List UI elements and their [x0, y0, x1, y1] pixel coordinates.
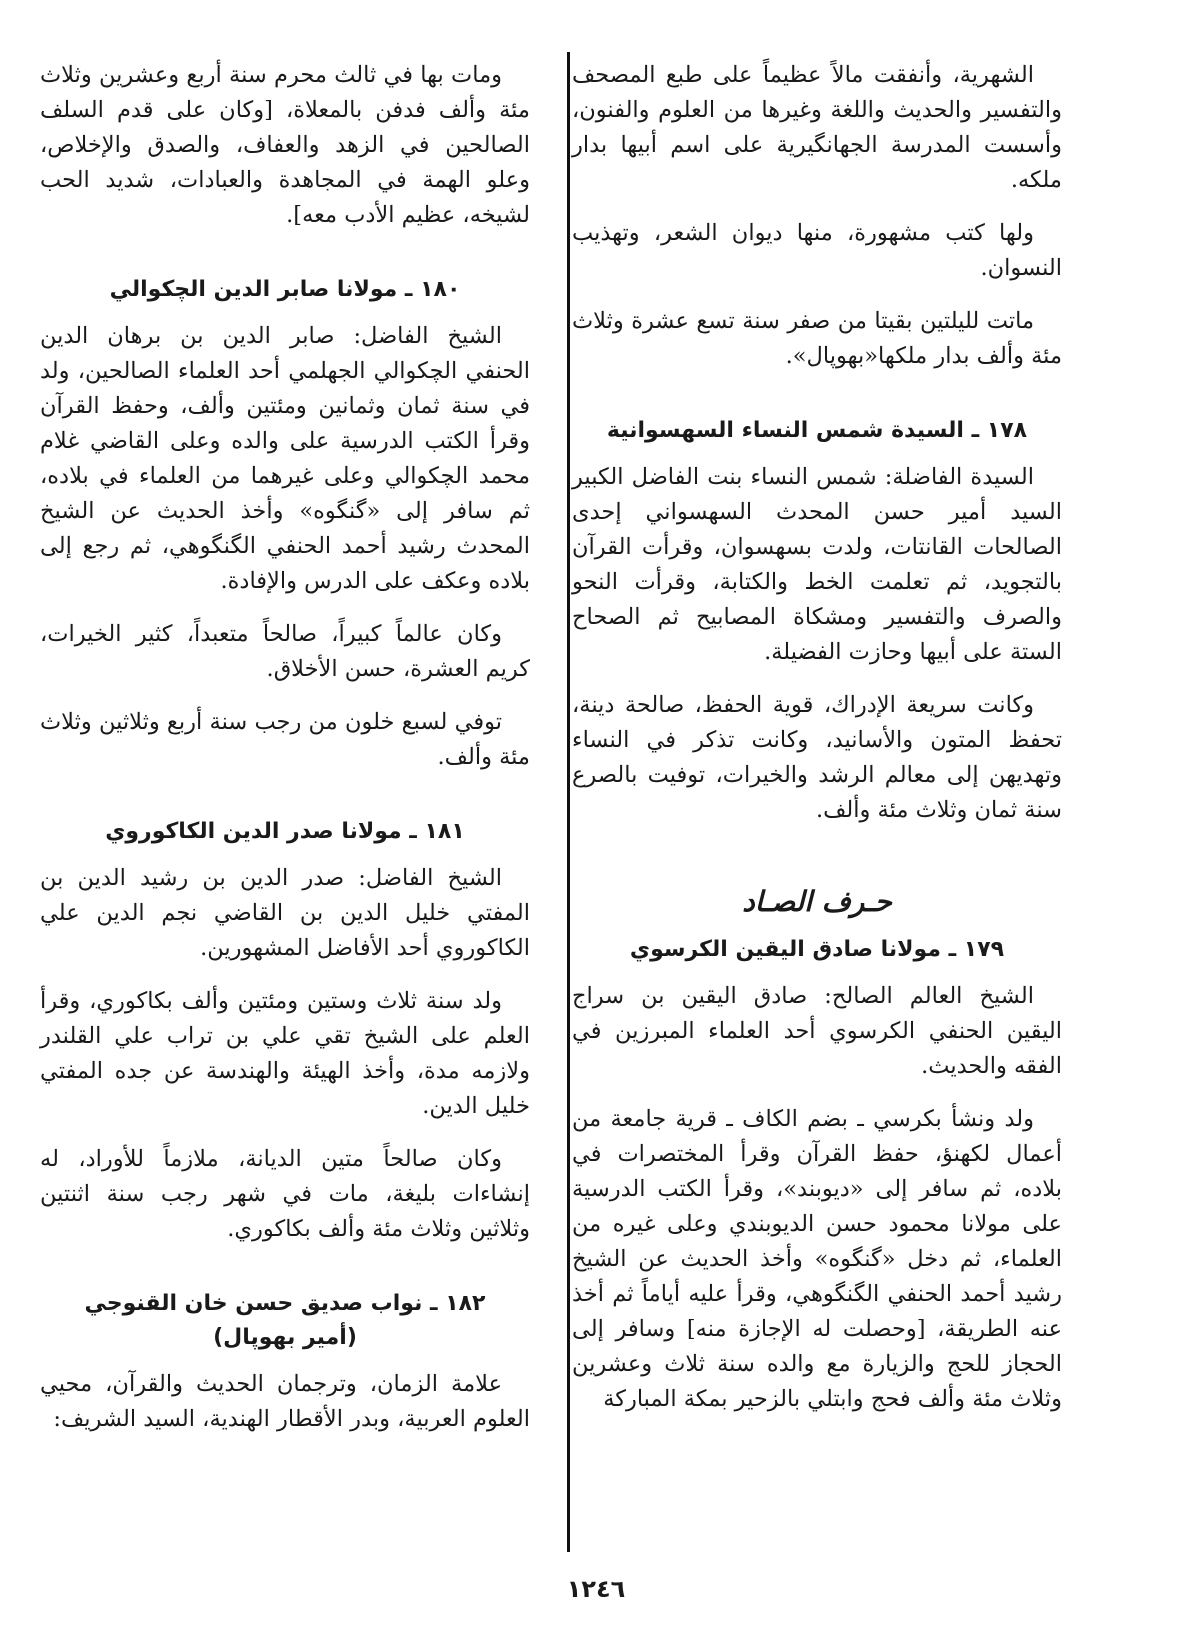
paragraph: ولها كتب مشهورة، منها ديوان الشعر، وتهذيب النسوان.	[572, 220, 1062, 281]
paragraph: الشيخ الفاضل: صابر الدين بن برهان الدين الحنفي الچكوالي الجهلمي أحد العلماء الصالحين، ولد في سنة ثمان وثمانين ومئتين وألف، وحفظ القرآن وقرأ الكتب الدرسية على والده وعلى القاضي غلام محمد الچكوالي وعلى غيرهما من العلماء في بلاده، ثم سافر إلى «گنگوه» وأخذ الحديث عن الشيخ المحدث رشيد أحمد الحنفي الگنگوهي، ثم رجع إلى بلاده وعكف على الدرس والإفادة.	[40, 323, 530, 594]
paragraph: السيدة الفاضلة: شمس النساء بنت الفاضل الكبير السيد أمير حسن المحدث السهسواني إحدى الصالحات القانتات، ولدت بسهسوان، وقرأت القرآن بالتجويد، ثم تعلمت الخط والكتابة، وقرأت النحو والصرف والتفسير ومشكاة المصابيح ثم الصحاح الستة على أبيها وحازت الفضيلة.	[572, 464, 1062, 665]
entry-heading-179: ١٧٩ ـ مولانا صادق اليقين الكرسوي	[629, 937, 1005, 962]
paragraph: وكان صالحاً متين الديانة، ملازماً للأوراد، له إنشاءات بليغة، مات في شهر رجب سنة اثنتين وثلاثين وثلاث مئة وألف بكاكوري.	[40, 1146, 530, 1242]
paragraph: الشهرية، وأنفقت مالاً عظيماً على طبع المصحف والتفسير والحديث واللغة وغيرها من العلوم والفنون، وأسست المدرسة الجهانگيرية على اسم أبيها بدار ملكه.	[572, 62, 1062, 193]
paragraph: ولد سنة ثلاث وستين ومئتين وألف بكاكوري، وقرأ العلم على الشيخ تقي علي بن تراب علي القلندر ولازمه مدة، وأخذ الهيئة والهندسة عن جده المفتي خليل الدين.	[40, 988, 530, 1119]
column-divider	[567, 52, 570, 1552]
page-number: ١٢٤٦	[566, 1575, 626, 1603]
paragraph: ولد ونشأ بكرسي ـ بضم الكاف ـ قرية جامعة من أعمال لكهنؤ، حفظ القرآن وقرأ المختصرات في بلاده، ثم سافر إلى «ديوبند»، وقرأ الكتب الدرسية على مولانا محمود حسن الديوبندي وعلى غيره من العلماء، ثم دخل «گنگوه» وأخذ الحديث عن الشيخ رشيد أحمد الحنفي الگنگوهي، وقرأ عليه أياماً ثم أخذ عنه الطريقة، [وحصلت له الإجازة منه] وسافر إلى الحجاز للحج والزيارة مع والده سنة ثلاث وعشرين وثلاث مئة وألف فحج وابتلي بالزحير بمكة المباركة	[572, 1106, 1062, 1412]
entry-subtitle: (أمير بهوپال)	[213, 1325, 357, 1350]
entry-heading-181: ١٨١ ـ مولانا صدر الدين الكاكوروي	[105, 819, 465, 844]
paragraph: وكانت سريعة الإدراك، قوية الحفظ، صالحة دينة، تحفظ المتون والأسانيد، وكانت تذكر في النساء وتهديهن إلى معالم الرشد والخيرات، توفيت بالصرع سنة ثمان وثلاث مئة وألف.	[572, 692, 1062, 823]
paragraph: ماتت لليلتين بقيتا من صفر سنة تسع عشرة وثلاث مئة وألف بدار ملكها«بهوپال».	[572, 308, 1062, 369]
paragraph: علامة الزمان، وترجمان الحديث والقرآن، محيي العلوم العربية، وبدر الأقطار الهندية، السيد الشريف:	[40, 1371, 530, 1432]
entry-title: ١٨٢ ـ نواب صديق حسن خان القنوجي	[84, 1291, 486, 1316]
entry-heading-182	[40, 1287, 530, 1355]
left-column	[40, 58, 530, 1455]
entry-heading-178: ١٧٨ ـ السيدة شمس النساء السهسوانية	[606, 418, 1028, 443]
entry-heading-180: ١٨٠ ـ مولانا صابر الدين الچكوالي	[109, 277, 461, 302]
paragraph: وكان عالماً كبيراً، صالحاً متعبداً، كثير الخيرات، كريم العشرة، حسن الأخلاق.	[40, 621, 530, 682]
paragraph: توفي لسبع خلون من رجب سنة أربع وثلاثين وثلاث مئة وألف.	[40, 709, 530, 770]
right-column	[572, 58, 1062, 1435]
paragraph: الشيخ الفاضل: صدر الدين بن رشيد الدين بن المفتي خليل الدين بن القاضي نجم الدين علي الكاكوروي أحد الأفاضل المشهورين.	[40, 865, 530, 961]
letter-section-heading: حـرف الصـاد	[742, 885, 892, 918]
paragraph: الشيخ العالم الصالح: صادق اليقين بن سراج اليقين الحنفي الكرسوي أحد العلماء المبرزين في الفقه والحديث.	[572, 983, 1062, 1079]
paragraph: ومات بها في ثالث محرم سنة أربع وعشرين وثلاث مئة وألف فدفن بالمعلاة، [وكان على قدم السلف الصالحين في الزهد والعفاف، والصدق والإخلاص، وعلو الهمة في المجاهدة والعبادات، شديد الحب لشيخه، عظيم الأدب معه].	[40, 62, 530, 228]
